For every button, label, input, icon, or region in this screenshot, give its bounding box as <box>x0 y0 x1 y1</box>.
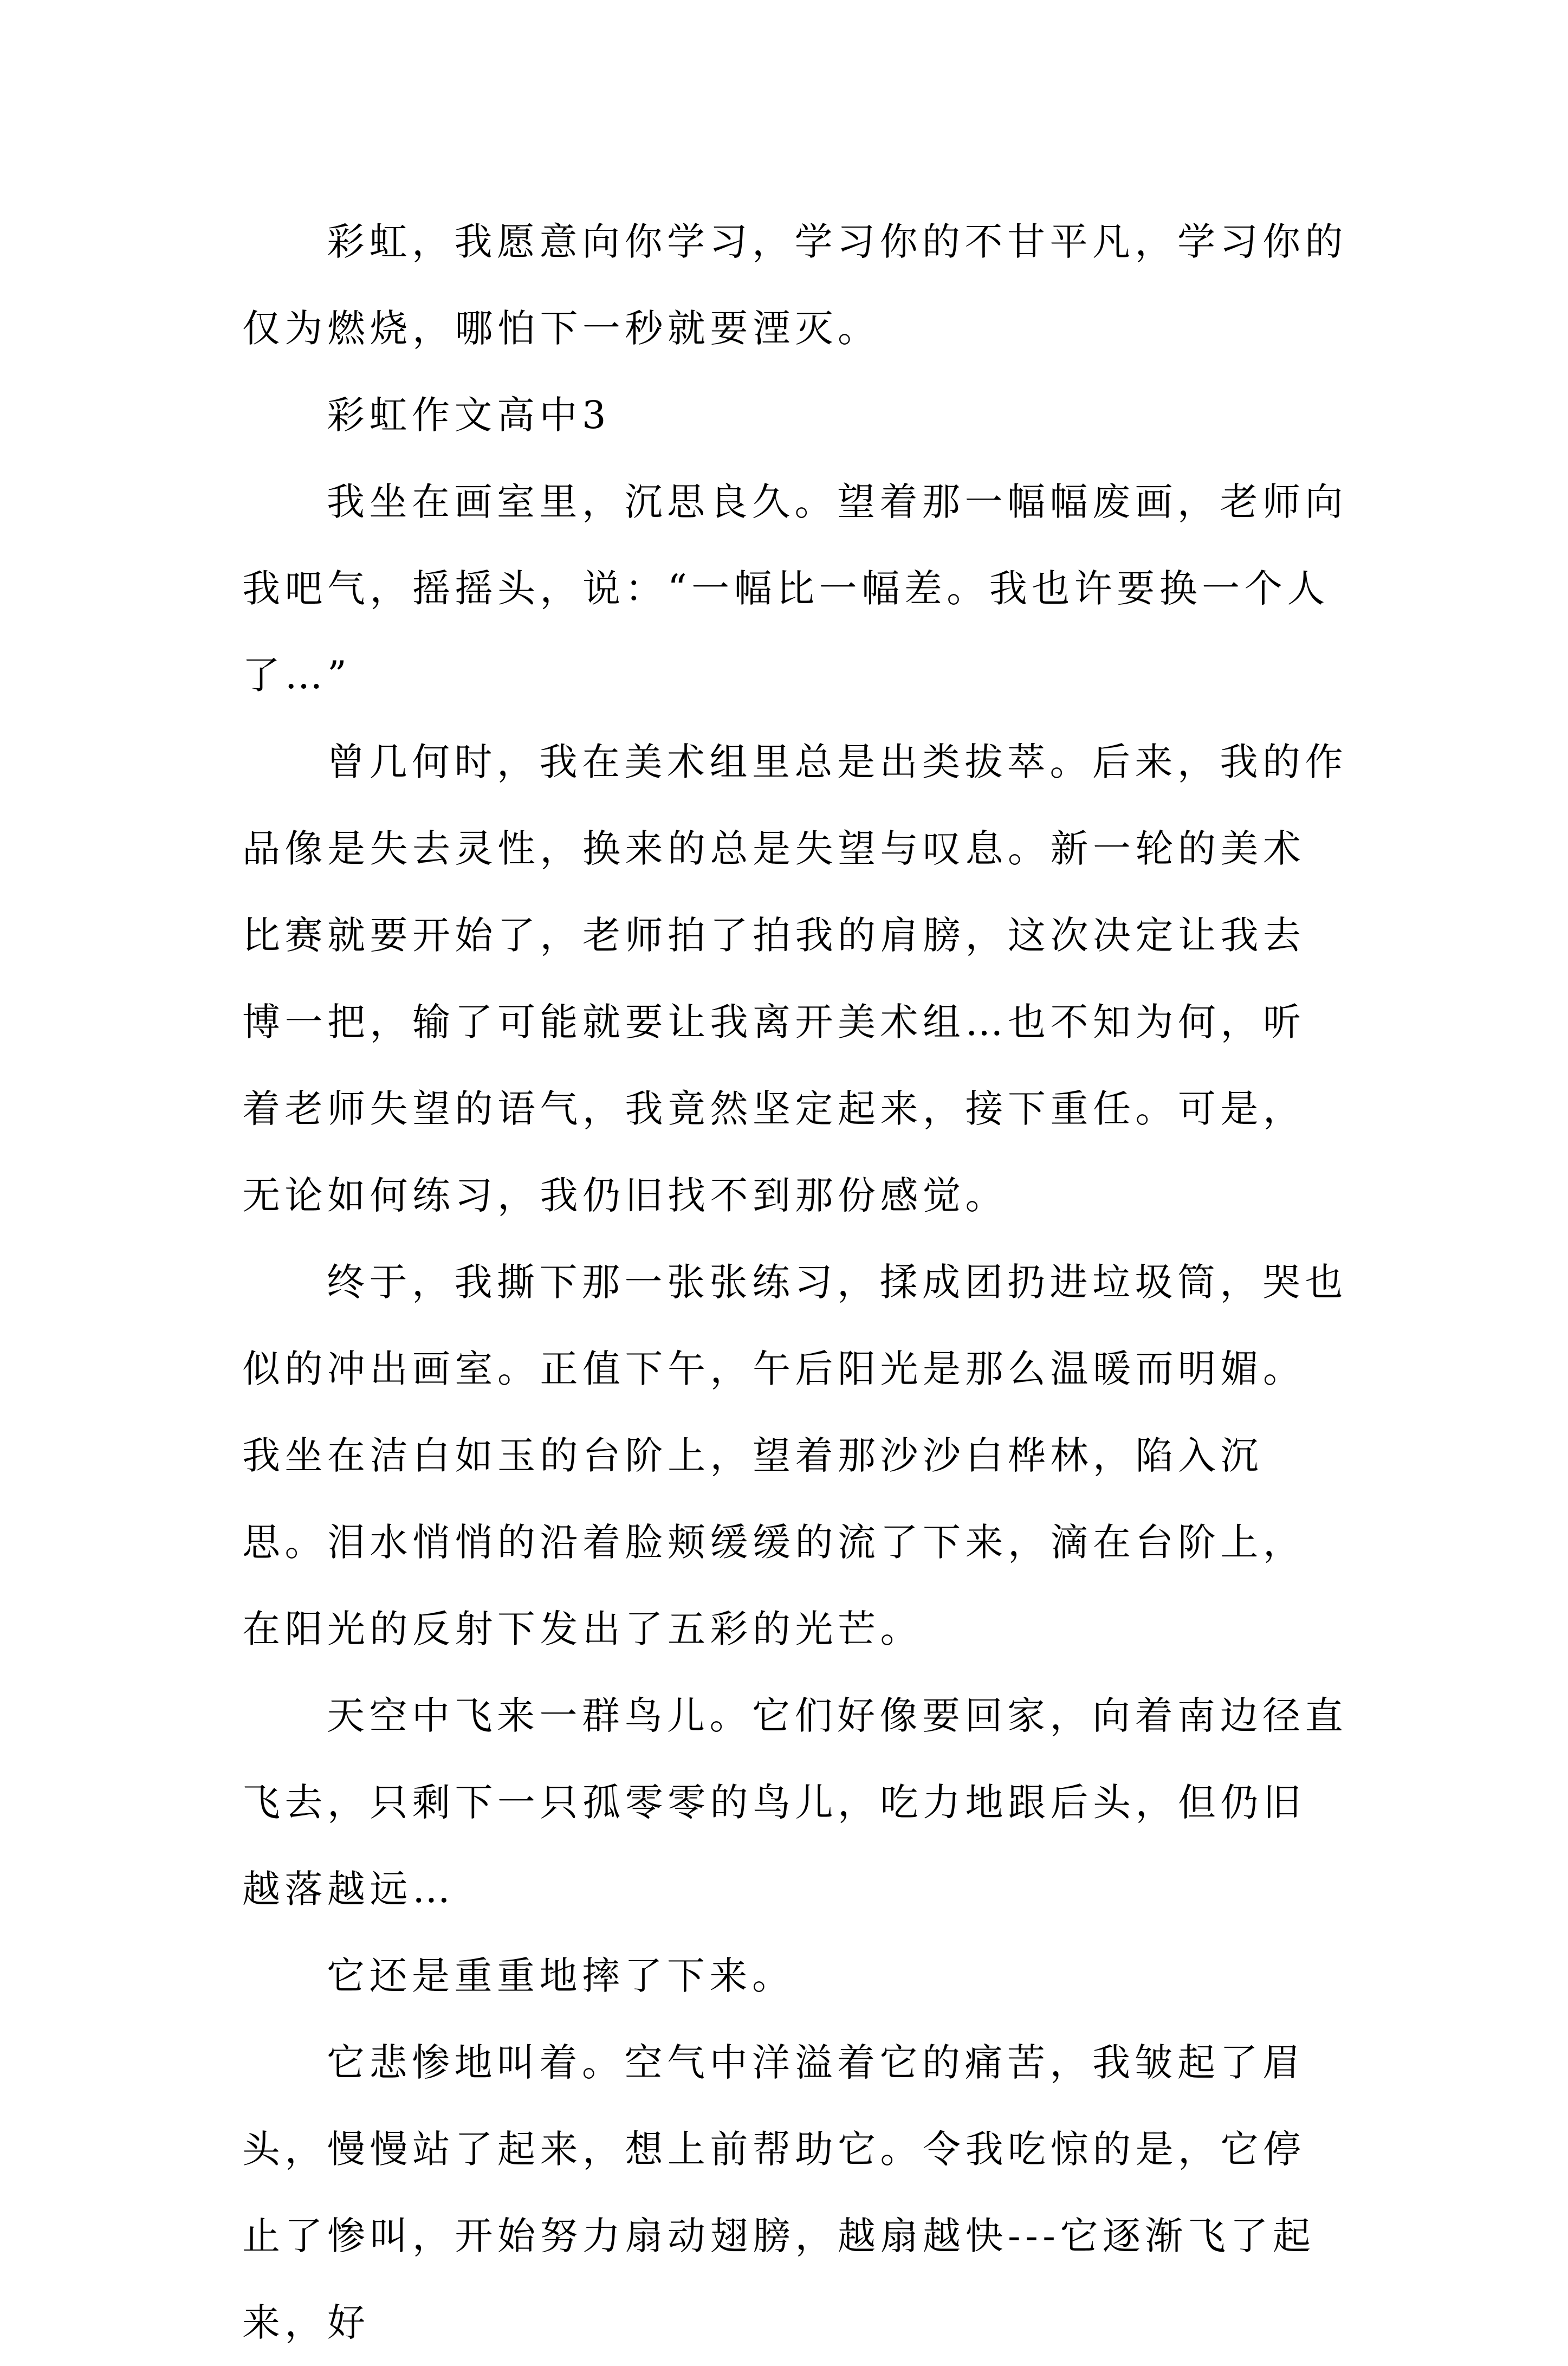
paragraph-1: 彩虹，我愿意向你学习，学习你的不甘平凡，学习你的仅为燃烧，哪怕下一秒就要湮灭。 <box>242 219 1347 351</box>
paragraph-2: 我坐在画室里，沉思良久。望着那一幅幅废画，老师向我吧气，摇摇头，说：“一幅比一幅差。我也许要换一个人了…” <box>242 480 1347 697</box>
paragraph-3: 曾几何时，我在美术组里总是出类拔萃。后来，我的作品像是失去灵性，换来的总是失望与叹息。新一轮的美术比赛就要开始了，老师拍了拍我的肩膀，这次决定让我去博一把，输了可能就要让我离开美术组…也不知为何，听着老师失望的语气，我竟然坚定起来，接下重任。可是，无论如何练习，我仍旧找不到那份感觉。 <box>242 740 1347 1218</box>
document-body <box>242 198 1347 2366</box>
paragraph-4: 终于，我撕下那一张张练习，揉成团扔进垃圾筒，哭也似的冲出画室。正值下午，午后阳光是那么温暖而明媚。我坐在洁白如玉的台阶上，望着那沙沙白桦林，陷入沉思。泪水悄悄的沿着脸颊缓缓的流了下来，滴在台阶上，在阳光的反射下发出了五彩的光芒。 <box>242 1260 1347 1651</box>
paragraph-5: 天空中飞来一群鸟儿。它们好像要回家，向着南边径直飞去，只剩下一只孤零零的鸟儿，吃力地跟后头，但仍旧越落越远… <box>242 1693 1347 1911</box>
paragraph-6: 它还是重重地摔了下来。 <box>327 1954 795 1998</box>
paragraph-7: 它悲惨地叫着。空气中洋溢着它的痛苦，我皱起了眉头，慢慢站了起来，想上前帮助它。令我吃惊的是，它停止了惨叫，开始努力扇动翅膀，越扇越快---它逐渐飞了起来，好 <box>242 2040 1316 2345</box>
section-heading: 彩虹作文高中3 <box>327 393 611 437</box>
